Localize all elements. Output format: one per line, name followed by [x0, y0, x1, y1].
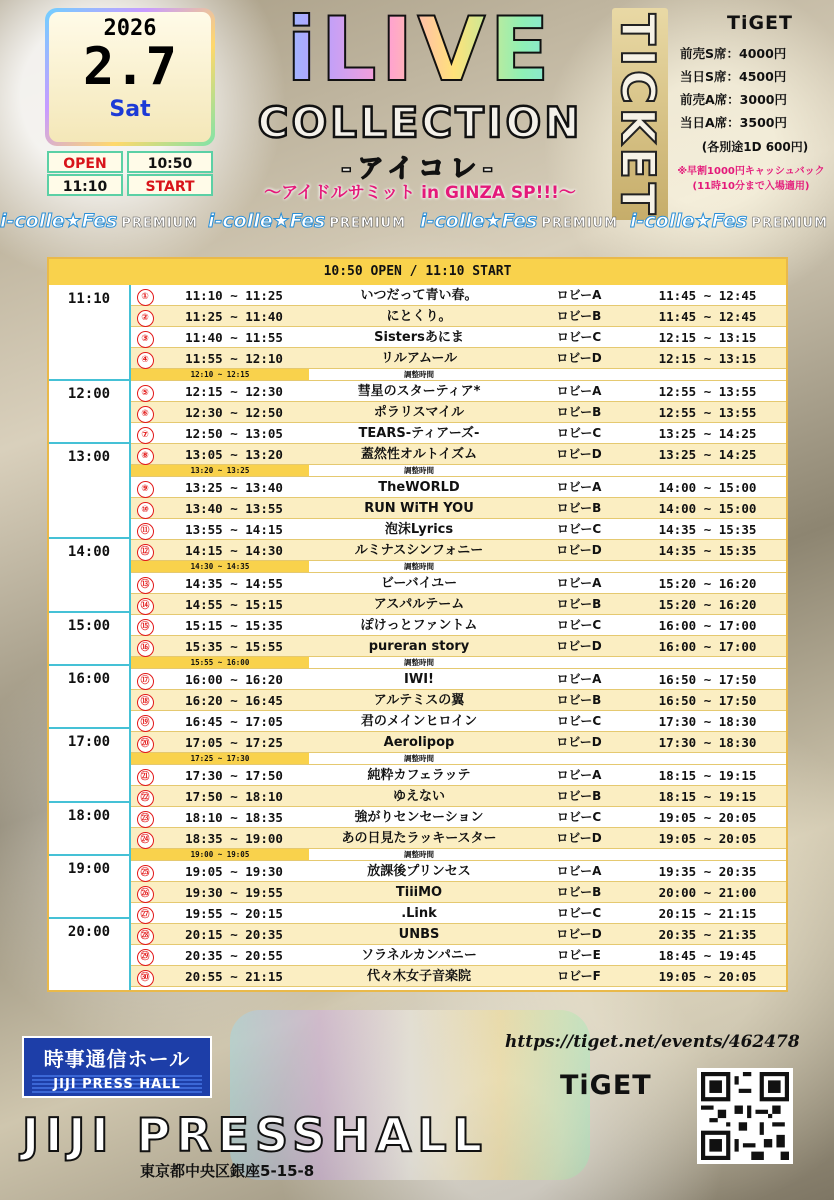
performance-time: 18:35 ~ 19:00 — [185, 831, 283, 846]
performance-time: 12:15 ~ 12:30 — [185, 384, 283, 399]
meet-time: 13:25 ~ 14:25 — [658, 447, 757, 462]
hour-column — [49, 285, 131, 990]
artist-name: RUN WiTH YOU — [364, 501, 474, 516]
qr-code-icon — [701, 1072, 789, 1160]
lobby-room: ロビーD — [556, 351, 602, 365]
lobby-room: ロビーD — [556, 735, 602, 749]
performance-row — [131, 381, 786, 402]
row-number-badge: ㉒ — [137, 790, 154, 807]
performance-row — [131, 669, 786, 690]
artist-name: pureran story — [368, 639, 470, 654]
row-number-badge: ⑫ — [137, 544, 154, 561]
lobby-room: ロビーD — [556, 447, 602, 461]
lobby-room: ロビーD — [556, 927, 602, 941]
price-item: 前売A席：3000円 — [680, 92, 787, 107]
artist-name: 代々木女子音楽院 — [366, 969, 471, 984]
logo-collection: COLLECTION — [257, 98, 583, 147]
artist-name: 蓋然性オルトイズム — [360, 447, 478, 462]
row-number-badge: ⑮ — [137, 619, 154, 636]
meet-time: 16:50 ~ 17:50 — [658, 672, 757, 687]
hour-label: 15:00 — [67, 618, 111, 634]
artist-name: .Link — [401, 906, 437, 921]
performance-row — [131, 903, 786, 924]
performance-row — [131, 765, 786, 786]
meet-time: 18:15 ~ 19:15 — [658, 768, 757, 783]
hall-name-en: JIJI PRESS HALL — [32, 1075, 202, 1095]
performance-time: 15:35 ~ 15:55 — [185, 639, 283, 654]
row-number-badge: ⑩ — [137, 502, 154, 519]
hour-label: 13:00 — [67, 449, 111, 465]
meet-time: 19:05 ~ 20:05 — [658, 810, 757, 825]
meet-time: 18:15 ~ 19:15 — [658, 789, 757, 804]
lobby-room: ロビーB — [556, 789, 602, 803]
cashback-condition: (11時10分まで入場適用) — [692, 181, 810, 192]
performance-time: 13:05 ~ 13:20 — [185, 447, 283, 462]
date-year: 2026 — [103, 16, 157, 41]
hour-label: 16:00 — [67, 671, 111, 687]
row-number-badge: ③ — [137, 331, 154, 348]
row-number-badge: ⑭ — [137, 598, 154, 615]
row-number-badge: ⑧ — [137, 448, 154, 465]
performance-row — [131, 306, 786, 327]
adjustment-row — [131, 753, 786, 765]
hour-divider — [49, 537, 129, 539]
schedule-header: 10:50 OPEN / 11:10 START — [49, 259, 786, 285]
performance-row — [131, 882, 786, 903]
meet-time: 12:55 ~ 13:55 — [658, 384, 757, 399]
artist-name: いつだって青い春。 — [360, 288, 478, 303]
adjustment-time: 15:55 ~ 16:00 — [131, 657, 309, 668]
row-number-badge: ② — [137, 310, 154, 327]
performance-row — [131, 498, 786, 519]
meet-time: 17:30 ~ 18:30 — [658, 735, 757, 750]
artist-name: 君のメインヒロイン — [360, 714, 478, 729]
performance-row — [131, 594, 786, 615]
start-label: START — [127, 174, 213, 196]
performance-row — [131, 348, 786, 369]
fes-banner-logo: i-colle★Fes PREMIUM — [0, 210, 199, 232]
hour-label: 17:00 — [67, 734, 111, 750]
performance-time: 15:15 ~ 15:35 — [185, 618, 283, 633]
artist-name: ぽけっとファントム — [360, 618, 478, 633]
lobby-room: ロビーA — [556, 480, 602, 494]
performance-row — [131, 807, 786, 828]
performance-time: 12:30 ~ 12:50 — [185, 405, 283, 420]
hour-divider — [49, 442, 129, 444]
performance-row — [131, 402, 786, 423]
adjustment-row — [131, 849, 786, 861]
hour-label: 19:00 — [67, 861, 111, 877]
lobby-room: ロビーF — [557, 969, 601, 983]
meet-time: 15:20 ~ 16:20 — [658, 576, 757, 591]
performance-row — [131, 924, 786, 945]
lobby-room: ロビーC — [556, 714, 602, 728]
performance-row — [131, 477, 786, 498]
meet-time: 12:55 ~ 13:55 — [658, 405, 757, 420]
adjustment-label: 調整時間 — [404, 466, 434, 475]
performance-row — [131, 966, 786, 987]
meet-time: 17:30 ~ 18:30 — [658, 714, 757, 729]
meet-time: 20:35 ~ 21:35 — [658, 927, 757, 942]
artist-name: IWI! — [404, 672, 434, 687]
artist-name: 強がりセンセーション — [354, 810, 484, 825]
row-number-badge: ㉔ — [137, 832, 154, 849]
row-number-badge: ㉗ — [137, 907, 154, 924]
lobby-room: ロビーC — [556, 426, 602, 440]
row-number-badge: ④ — [137, 352, 154, 369]
row-number-badge: ㉓ — [137, 811, 154, 828]
performance-time: 13:40 ~ 13:55 — [185, 501, 283, 516]
lobby-room: ロビーB — [556, 597, 602, 611]
meet-time: 11:45 ~ 12:45 — [658, 288, 757, 303]
performance-row — [131, 519, 786, 540]
performance-time: 11:10 ~ 11:25 — [185, 288, 283, 303]
schedule-rows — [131, 285, 786, 987]
performance-time: 17:05 ~ 17:25 — [185, 735, 283, 750]
row-number-badge: ⑬ — [137, 577, 154, 594]
lobby-room: ロビーD — [556, 831, 602, 845]
adjustment-time: 13:20 ~ 13:25 — [131, 465, 309, 476]
adjustment-label: 調整時間 — [404, 754, 434, 763]
performance-time: 14:35 ~ 14:55 — [185, 576, 283, 591]
performance-time: 14:15 ~ 14:30 — [185, 543, 283, 558]
lobby-room: ロビーC — [556, 522, 602, 536]
row-number-badge: ㉑ — [137, 769, 154, 786]
lobby-room: ロビーC — [556, 810, 602, 824]
performance-row — [131, 444, 786, 465]
performance-row — [131, 828, 786, 849]
meet-time: 19:35 ~ 20:35 — [658, 864, 757, 879]
meet-time: 11:45 ~ 12:45 — [658, 309, 757, 324]
meet-time: 18:45 ~ 19:45 — [658, 948, 757, 963]
meet-time: 20:15 ~ 21:15 — [658, 906, 757, 921]
venue-name: JIJI PRESSHALL — [22, 1108, 488, 1162]
performance-time: 16:00 ~ 16:20 — [185, 672, 283, 687]
lobby-room: ロビーE — [557, 948, 601, 962]
performance-row — [131, 945, 786, 966]
meet-time: 16:00 ~ 17:00 — [658, 618, 757, 633]
row-number-badge: ⑯ — [137, 640, 154, 657]
performance-row — [131, 423, 786, 444]
hour-label: 20:00 — [67, 924, 111, 940]
performance-time: 18:10 ~ 18:35 — [185, 810, 283, 825]
tiget-logo-bottom: TiGET — [560, 1070, 652, 1101]
artist-name: TheWORLD — [378, 480, 460, 495]
performance-row — [131, 573, 786, 594]
row-number-badge: ㉕ — [137, 865, 154, 882]
adjustment-time: 17:25 ~ 17:30 — [131, 753, 309, 764]
performance-time: 17:50 ~ 18:10 — [185, 789, 283, 804]
fes-banner-logo: i-colle★Fes PREMIUM — [208, 210, 407, 232]
adjustment-time: 14:30 ~ 14:35 — [131, 561, 309, 572]
hour-label: 12:00 — [67, 386, 111, 402]
lobby-room: ロビーA — [556, 672, 602, 686]
performance-time: 16:20 ~ 16:45 — [185, 693, 283, 708]
meet-time: 15:20 ~ 16:20 — [658, 597, 757, 612]
date-weekday: Sat — [109, 97, 151, 122]
schedule-table — [47, 257, 788, 992]
row-number-badge: ⑲ — [137, 715, 154, 732]
lobby-room: ロビーB — [556, 309, 602, 323]
artist-name: TEARS-ティアーズ- — [358, 426, 480, 441]
open-label: OPEN — [47, 151, 123, 173]
artist-name: UNBS — [398, 927, 440, 942]
hour-label: 11:10 — [67, 291, 111, 307]
adjustment-label: 調整時間 — [404, 850, 434, 859]
lobby-room: ロビーB — [556, 885, 602, 899]
hour-label: 18:00 — [67, 808, 111, 824]
artist-name: Sistersあにま — [374, 330, 464, 345]
performance-time: 19:05 ~ 19:30 — [185, 864, 283, 879]
lobby-room: ロビーC — [556, 906, 602, 920]
adjustment-row — [131, 465, 786, 477]
date-day: 2.7 — [83, 37, 177, 97]
performance-row — [131, 285, 786, 306]
performance-time: 13:25 ~ 13:40 — [185, 480, 283, 495]
performance-row — [131, 636, 786, 657]
lobby-room: ロビーB — [556, 501, 602, 515]
row-number-badge: ⑦ — [137, 427, 154, 444]
adjustment-row — [131, 657, 786, 669]
artist-name: Aerolipop — [383, 735, 455, 750]
adjustment-time: 12:10 ~ 12:15 — [131, 369, 309, 380]
fes-banner-logo: i-colle★Fes PREMIUM — [630, 210, 829, 232]
lobby-room: ロビーC — [556, 618, 602, 632]
price-item: 前売S席：4000円 — [680, 46, 787, 61]
artist-name: 彗星のスターティア* — [357, 384, 481, 399]
venue-address: 東京都中央区銀座5-15-8 — [140, 1162, 315, 1180]
hour-label: 14:00 — [67, 544, 111, 560]
lobby-room: ロビーB — [556, 405, 602, 419]
adjustment-label: 調整時間 — [404, 562, 434, 571]
lobby-room: ロビーB — [556, 693, 602, 707]
row-number-badge: ⑰ — [137, 673, 154, 690]
hour-divider — [49, 611, 129, 613]
date-box — [45, 8, 215, 146]
adjustment-label: 調整時間 — [404, 370, 434, 379]
performance-time: 12:50 ~ 13:05 — [185, 426, 283, 441]
artist-name: あの日見たラッキースター — [341, 831, 497, 846]
price-item: 当日A席：3500円 — [680, 115, 787, 130]
event-subtitle: 〜アイドルサミット in GINZA SP!!!〜 — [264, 183, 576, 203]
performance-row — [131, 786, 786, 807]
performance-time: 13:55 ~ 14:15 — [185, 522, 283, 537]
artist-name: リルアムール — [380, 351, 458, 366]
adjustment-label: 調整時間 — [404, 658, 434, 667]
performance-time: 14:55 ~ 15:15 — [185, 597, 283, 612]
lobby-room: ロビーA — [556, 384, 602, 398]
performance-time: 11:40 ~ 11:55 — [185, 330, 283, 345]
meet-time: 14:35 ~ 15:35 — [658, 522, 757, 537]
artist-name: にとくり。 — [386, 309, 452, 324]
hour-divider — [49, 727, 129, 729]
row-number-badge: ⑪ — [137, 523, 154, 540]
hour-divider — [49, 379, 129, 381]
row-number-badge: ⑥ — [137, 406, 154, 423]
meet-time: 19:05 ~ 20:05 — [658, 831, 757, 846]
row-number-badge: ㉖ — [137, 886, 154, 903]
artist-name: 放課後プリンセス — [367, 864, 471, 879]
row-number-badge: ① — [137, 289, 154, 306]
meet-time: 20:00 ~ 21:00 — [658, 885, 757, 900]
adjustment-row — [131, 561, 786, 573]
meet-time: 13:25 ~ 14:25 — [658, 426, 757, 441]
performance-time: 17:30 ~ 17:50 — [185, 768, 283, 783]
open-time: 10:50 — [127, 151, 213, 173]
fes-banner-logo: i-colle★Fes PREMIUM — [420, 210, 619, 232]
artist-name: アルテミスの翼 — [373, 693, 465, 708]
hall-name-jp: 時事通信ホール — [43, 1047, 191, 1071]
performance-time: 20:55 ~ 21:15 — [185, 969, 283, 984]
meet-time: 12:15 ~ 13:15 — [658, 330, 757, 345]
tiget-logo-top: TiGET — [726, 12, 793, 34]
artist-name: 純粋カフェラッテ — [367, 768, 471, 783]
meet-time: 16:00 ~ 17:00 — [658, 639, 757, 654]
hall-logo — [22, 1036, 212, 1098]
logo-aikore: -アイコレ- — [340, 154, 500, 184]
row-number-badge: ㉘ — [137, 928, 154, 945]
adjustment-row — [131, 369, 786, 381]
performance-time: 19:55 ~ 20:15 — [185, 906, 283, 921]
price-note: (各別途1D 600円) — [701, 140, 809, 154]
hour-divider — [49, 917, 129, 919]
artist-name: ソラネルカンパニー — [361, 948, 477, 963]
lobby-room: ロビーA — [556, 768, 602, 782]
meet-time: 16:50 ~ 17:50 — [658, 693, 757, 708]
row-number-badge: ㉚ — [137, 970, 154, 987]
ticket-url[interactable]: https://tiget.net/events/462478 — [505, 1032, 800, 1052]
artist-name: アスパルテーム — [373, 597, 465, 612]
ticket-badge-text: TICKET — [611, 13, 665, 219]
performance-row — [131, 861, 786, 882]
meet-time: 14:00 ~ 15:00 — [658, 501, 757, 516]
performance-row — [131, 327, 786, 348]
adjustment-time: 19:00 ~ 19:05 — [131, 849, 309, 860]
meet-time: 14:35 ~ 15:35 — [658, 543, 757, 558]
artist-name: TiiiMO — [395, 885, 443, 900]
hour-divider — [49, 801, 129, 803]
performance-row — [131, 540, 786, 561]
row-number-badge: ⑱ — [137, 694, 154, 711]
row-number-badge: ⑨ — [137, 481, 154, 498]
performance-time: 19:30 ~ 19:55 — [185, 885, 283, 900]
meet-time: 12:15 ~ 13:15 — [658, 351, 757, 366]
meet-time: 19:05 ~ 20:05 — [658, 969, 757, 984]
row-number-badge: ⑤ — [137, 385, 154, 402]
row-number-badge: ⑳ — [137, 736, 154, 753]
performance-row — [131, 732, 786, 753]
artist-name: ゆえない — [392, 789, 445, 804]
performance-row — [131, 615, 786, 636]
performance-time: 20:15 ~ 20:35 — [185, 927, 283, 942]
hour-divider — [49, 664, 129, 666]
performance-time: 16:45 ~ 17:05 — [185, 714, 283, 729]
lobby-room: ロビーA — [556, 288, 602, 302]
performance-time: 11:25 ~ 11:40 — [185, 309, 283, 324]
hour-divider — [49, 854, 129, 856]
performance-time: 11:55 ~ 12:10 — [185, 351, 283, 366]
artist-name: ルミナスシンフォニー — [354, 543, 484, 558]
start-time: 11:10 — [47, 174, 123, 196]
lobby-room: ロビーD — [556, 543, 602, 557]
cashback-note: ※早割1000円キャッシュバック — [677, 166, 825, 177]
lobby-room: ロビーD — [556, 639, 602, 653]
performance-time: 20:35 ~ 20:55 — [185, 948, 283, 963]
price-item: 当日S席：4500円 — [680, 69, 787, 84]
lobby-room: ロビーC — [556, 330, 602, 344]
performance-row — [131, 690, 786, 711]
lobby-room: ロビーA — [556, 864, 602, 878]
artist-name: 泡沫Lyrics — [384, 522, 454, 537]
date-inner — [49, 12, 211, 142]
performance-row — [131, 711, 786, 732]
artist-name: ポラリスマイル — [373, 405, 465, 420]
artist-name: ビーバイユー — [380, 576, 458, 591]
meet-time: 14:00 ~ 15:00 — [658, 480, 757, 495]
qr-code[interactable] — [697, 1068, 793, 1164]
logo-title: iLIVE — [250, 0, 590, 100]
lobby-room: ロビーA — [556, 576, 602, 590]
row-number-badge: ㉙ — [137, 949, 154, 966]
